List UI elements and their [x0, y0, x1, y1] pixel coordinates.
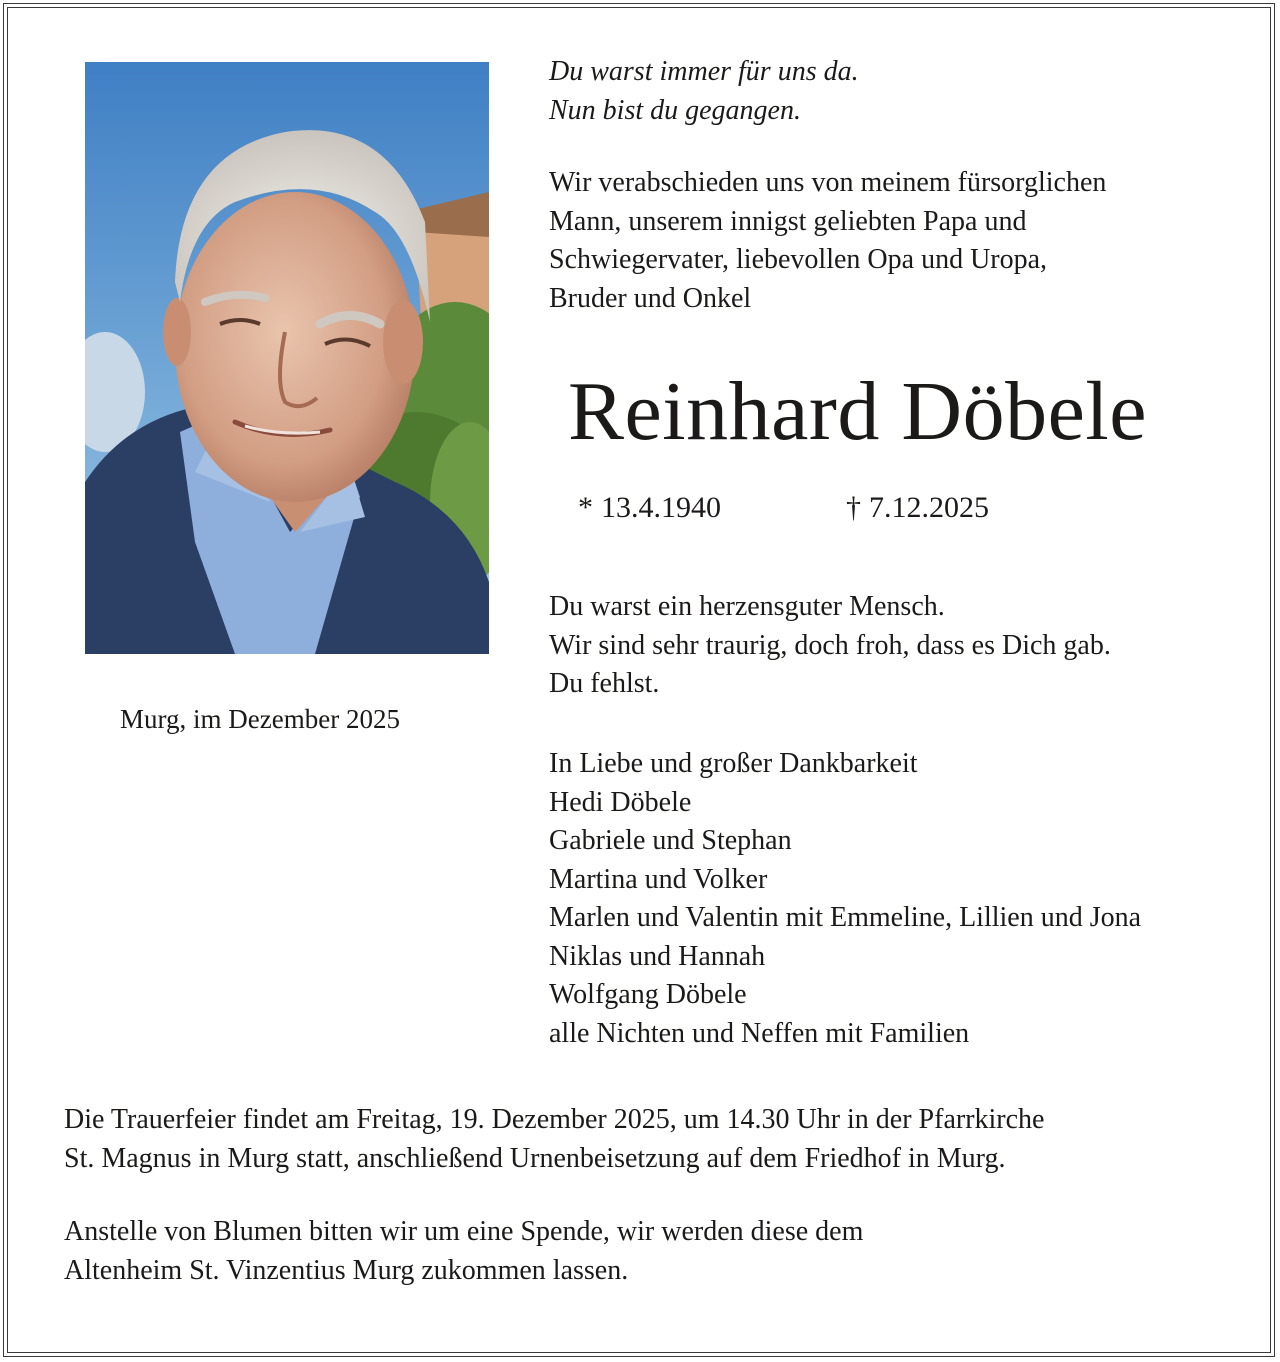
- mourners-line: Gabriele und Stephan: [549, 825, 792, 856]
- mourners-line: alle Nichten und Neffen mit Familien: [549, 1017, 970, 1049]
- tribute-line: Du warst ein herzensguter Mensch.: [549, 591, 945, 622]
- donation-line: Altenheim St. Vinzentius Murg zukommen lassen.: [64, 1254, 629, 1286]
- tribute-line: Wir sind sehr traurig, doch froh, dass es Dich gab.: [549, 629, 1111, 661]
- motto-line: Du warst immer für uns da.: [549, 56, 859, 87]
- mourners-line: Wolfgang Döbele: [549, 979, 747, 1010]
- donation-info: [64, 1213, 863, 1290]
- death-date: 7.12.2025: [869, 491, 989, 524]
- donation-line: Anstelle von Blumen bitten wir um eine Spende, wir werden diese dem: [64, 1216, 864, 1247]
- mourners-line: Niklas und Hannah: [549, 940, 766, 972]
- intro-line: Wir verabschieden uns von meinem fürsorglichen: [549, 167, 1107, 198]
- birth-symbol: *: [578, 491, 593, 524]
- birth-date: 13.4.1940: [601, 491, 721, 524]
- motto-line: Nun bist du gegangen.: [549, 94, 801, 126]
- deceased-name: Reinhard Döbele: [568, 365, 1147, 458]
- mourners-line: Martina und Volker: [549, 863, 768, 895]
- place-date: Murg, im Dezember 2025: [120, 704, 400, 734]
- mourners-line: Hedi Döbele: [549, 786, 692, 818]
- mourners-line: Marlen und Valentin mit Emmeline, Lillien und Jona: [549, 902, 1142, 933]
- portrait-photo: [85, 62, 489, 654]
- mourners-line: In Liebe und großer Dankbarkeit: [549, 748, 918, 779]
- death-cross-symbol: †: [846, 491, 861, 524]
- motto: [549, 53, 859, 130]
- tribute-line: Du fehlst.: [549, 668, 660, 699]
- ceremony-line: Die Trauerfeier findet am Freitag, 19. Dezember 2025, um 14.30 Uhr in der Pfarrkirche: [64, 1104, 1045, 1135]
- intro-line: Schwiegervater, liebevollen Opa und Uropa,: [549, 244, 1048, 275]
- intro-line: Mann, unserem innigst geliebten Papa und: [549, 205, 1027, 237]
- ceremony-info: [64, 1101, 1044, 1178]
- mourners-list: [549, 745, 1141, 1053]
- birth-date-group: [578, 488, 721, 528]
- tribute-text: [549, 588, 1111, 704]
- death-date-group: [846, 488, 989, 528]
- intro-text: [549, 164, 1106, 318]
- intro-line: Bruder und Onkel: [549, 282, 752, 314]
- ceremony-line: St. Magnus in Murg statt, anschließend Urnenbeisetzung auf dem Friedhof in Murg.: [64, 1142, 1006, 1174]
